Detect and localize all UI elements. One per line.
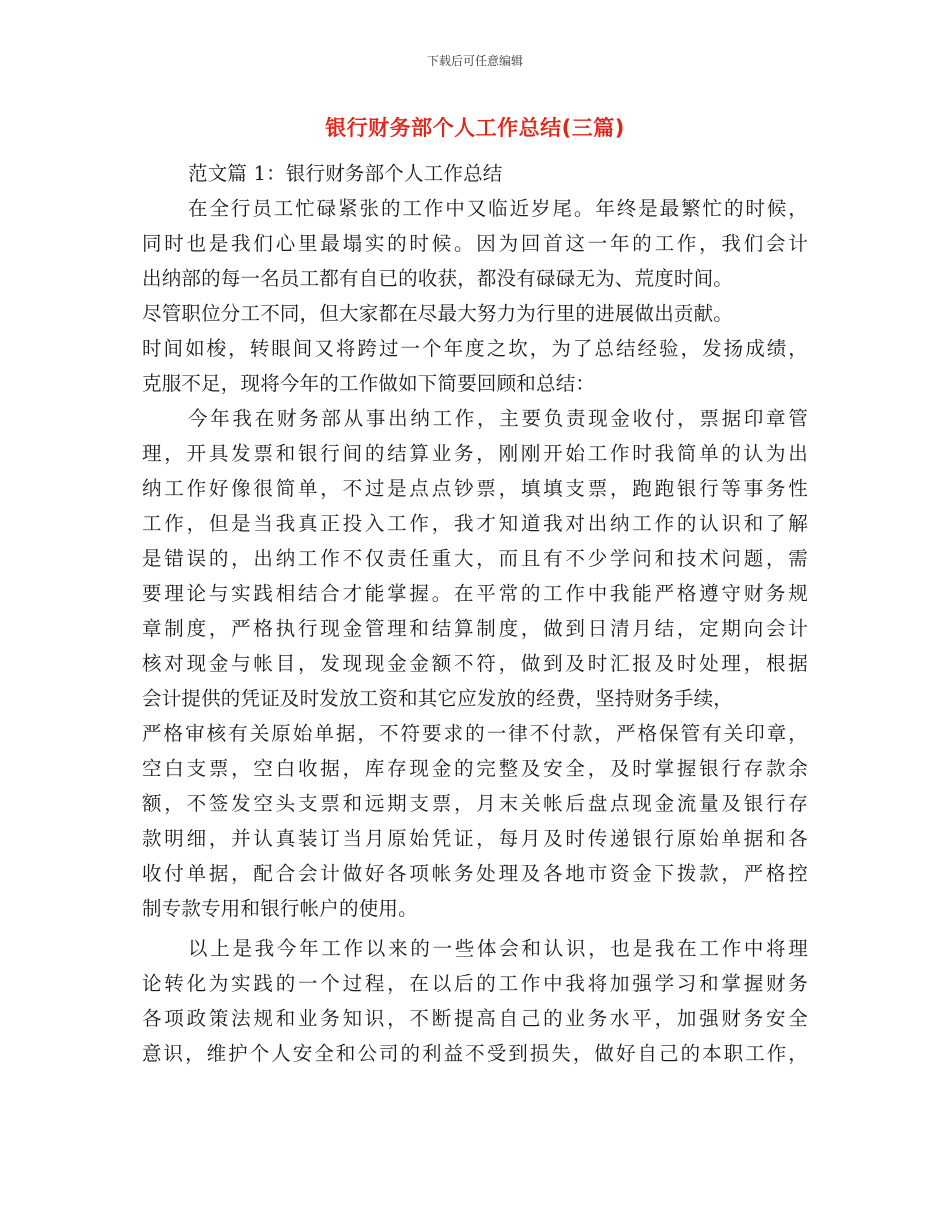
body-line: 同时也是我们心里最塌实的时候。因为回首这一年的工作，我们会计 xyxy=(142,232,808,255)
body-line: 范文篇 1：银行财务部个人工作总结 xyxy=(188,162,503,185)
body-line: 核对现金与帐目，发现现金金额不符，做到及时汇报及时处理，根据 xyxy=(142,652,808,675)
body-line: 工作，但是当我真正投入工作，我才知道我对出纳工作的认识和了解 xyxy=(142,512,808,535)
body-line: 纳工作好像很简单，不过是点点钞票，填填支票，跑跑银行等事务性 xyxy=(142,477,808,500)
body-line: 论转化为实践的一个过程，在以后的工作中我将加强学习和掌握财务 xyxy=(142,972,808,995)
body-line: 理，开具发票和银行间的结算业务，刚刚开始工作时我简单的认为出 xyxy=(142,442,808,465)
body-line: 在全行员工忙碌紧张的工作中又临近岁尾。年终是最繁忙的时候， xyxy=(188,197,808,220)
body-line: 款明细，并认真装订当月原始凭证，每月及时传递银行原始单据和各 xyxy=(142,827,808,850)
body-line: 以上是我今年工作以来的一些体会和认识，也是我在工作中将理 xyxy=(188,937,808,960)
body-line: 时间如梭，转眼间又将跨过一个年度之坎，为了总结经验，发扬成绩， xyxy=(142,337,808,360)
body-line: 克服不足，现将今年的工作做如下简要回顾和总结： xyxy=(142,372,596,395)
document-body xyxy=(142,156,808,1071)
body-line: 意识，维护个人安全和公司的利益不受到损失，做好自己的本职工作， xyxy=(142,1042,808,1065)
body-line: 收付单据，配合会计做好各项帐务处理及各地市资金下拨款，严格控 xyxy=(142,862,808,885)
body-line: 额，不签发空头支票和远期支票，月末关帐后盘点现金流量及银行存 xyxy=(142,792,808,815)
body-line: 要理论与实践相结合才能掌握。在平常的工作中我能严格遵守财务规 xyxy=(142,582,808,605)
body-line: 尽管职位分工不同，但大家都在尽最大努力为行里的进展做出贡献。 xyxy=(142,302,734,325)
document-title: 银行财务部个人工作总结(三篇) xyxy=(325,116,625,140)
body-line: 是错误的，出纳工作不仅责任重大，而且有不少学问和技术问题，需 xyxy=(142,547,808,570)
body-line: 严格审核有关原始单据，不符要求的一律不付款，严格保管有关印章， xyxy=(142,722,808,745)
body-line: 今年我在财务部从事出纳工作，主要负责现金收付，票据印章管 xyxy=(188,407,808,430)
body-line: 出纳部的每一名员工都有自已的收获，都没有碌碌无为、荒度时间。 xyxy=(142,267,734,290)
page-header-note: 下载后可任意编辑 xyxy=(426,54,523,68)
body-line: 制专款专用和银行帐户的使用。 xyxy=(142,897,418,920)
body-line: 章制度，严格执行现金管理和结算制度，做到日清月结，定期向会计 xyxy=(142,617,808,640)
body-line: 各项政策法规和业务知识，不断提高自己的业务水平，加强财务安全 xyxy=(142,1007,808,1030)
body-line: 空白支票，空白收据，库存现金的完整及安全，及时掌握银行存款余 xyxy=(142,757,808,780)
body-line: 会计提供的凭证及时发放工资和其它应发放的经费，坚持财务手续， xyxy=(142,687,734,710)
